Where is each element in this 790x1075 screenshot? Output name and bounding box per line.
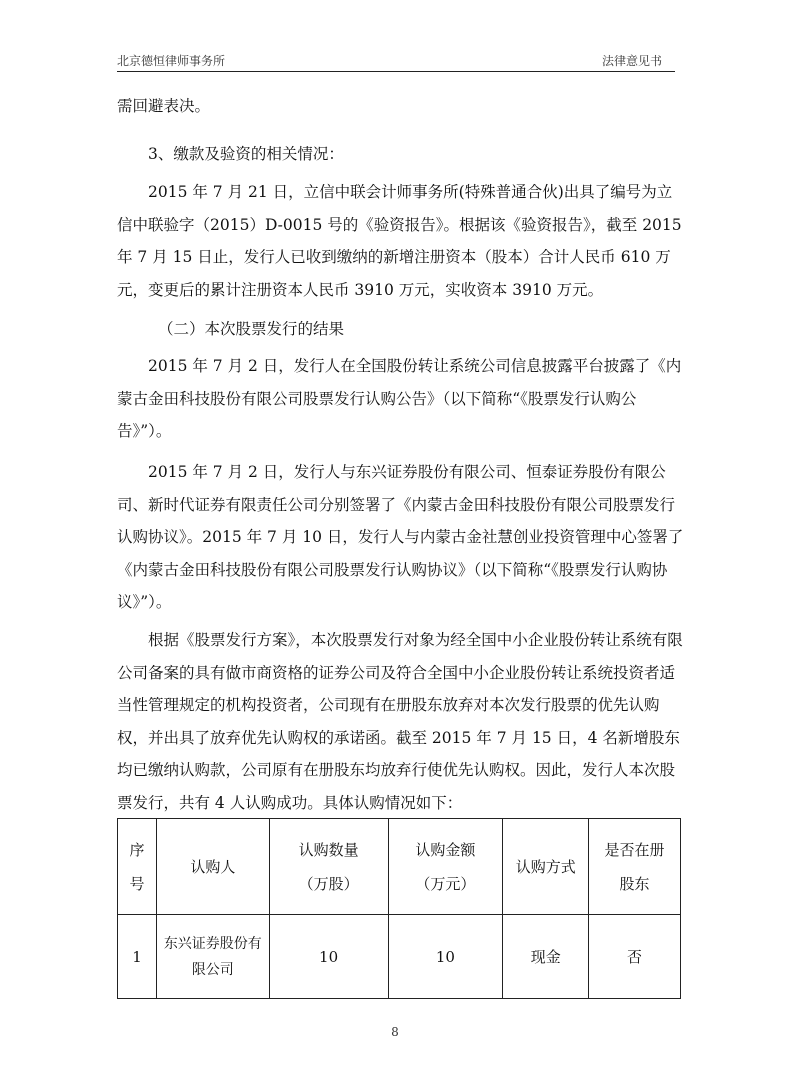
header-registered-line2: 股东 (619, 874, 650, 893)
header-quantity (269, 819, 388, 915)
header-seq-line1: 序 (129, 840, 145, 859)
section-heading-results: （二）本次股票发行的结果 (158, 320, 345, 338)
header-registered-line1: 是否在册 (604, 840, 665, 859)
cell-method: 现金 (503, 915, 589, 999)
section-heading-payment: 3、缴款及验资的相关情况： (148, 145, 344, 163)
document-type: 法律意见书 (601, 54, 662, 68)
cell-subscriber-line1: 东兴证券股份有 (163, 935, 262, 952)
table-header-row (118, 819, 681, 915)
header-method: 认购方式 (503, 819, 589, 915)
header-amount-line1: 认购金额 (415, 840, 476, 859)
header-registered (589, 819, 681, 915)
cell-seq: 1 (118, 915, 157, 999)
header-subscriber: 认购人 (156, 819, 269, 915)
paragraph-agreements: 2015 年 7 月 2 日，发行人与东兴证券股份有限公司、恒泰证券股份有限公司、新时代证券有限责任公司分别签署了《内蒙古金田科技股份有限公司股票发行认购协议》。2015 年 7 月 10 日，发行人与内蒙古金社慧创业投资管理中心签署了《内蒙古金田科技股份有限公司股票发行认购协议》（以下简称“《股票发行认购协议》”）。 (117, 463, 684, 611)
paragraph-announcement: 2015 年 7 月 2 日，发行人在全国股份转让系统公司信息披露平台披露了《内蒙古金田科技股份有限公司股票发行认购公告》（以下简称“《股票发行认购公告》”）。 (117, 357, 682, 440)
firm-name: 北京德恒律师事务所 (117, 54, 226, 68)
table-row (118, 915, 681, 999)
paragraph-capital-verification: 2015 年 7 月 21 日，立信中联会计师事务所(特殊普通合伙)出具了编号为立信中联验字（2015）D-0015 号的《验资报告》。根据该《验资报告》，截至 2015 年 7 月 15 日止，发行人已收到缴纳的新增注册资本（股本）合计人民币 610 万元，变更后的累计注册资本人民币 3910 万元，实收资本 3910 万元。 (117, 183, 682, 299)
page-header (117, 52, 675, 72)
cell-amount: 10 (388, 915, 503, 999)
cell-subscriber-line2: 限公司 (191, 961, 234, 978)
header-seq (118, 819, 157, 915)
header-quantity-line1: 认购数量 (298, 840, 359, 859)
page-number: 8 (391, 1025, 399, 1039)
cell-quantity: 10 (269, 915, 388, 999)
header-amount (388, 819, 503, 915)
paragraph-continuation: 需回避表决。 (117, 97, 211, 115)
cell-registered: 否 (589, 915, 681, 999)
header-quantity-unit: （万股） (298, 874, 359, 893)
header-divider (117, 71, 675, 72)
header-amount-unit: （万元） (415, 874, 476, 893)
header-seq-line2: 号 (129, 874, 145, 893)
cell-subscriber (156, 915, 269, 999)
subscription-table (117, 818, 681, 999)
paragraph-issuance-plan: 根据《股票发行方案》，本次股票发行对象为经全国中小企业股份转让系统有限公司备案的具有做市商资格的证券公司及符合全国中小企业股份转让系统投资者适当性管理规定的机构投资者，公司现有在册股东放弃对本次发行股票的优先认购权，并出具了放弃优先认购权的承诺函。截至 2015 年 7 月 15 日，4 名新增股东均已缴纳认购款，公司原有在册股东均放弃行使优先认购权。因此，发行人本次股票发行，共有 4 人认购成功。具体认购情况如下： (117, 631, 683, 812)
